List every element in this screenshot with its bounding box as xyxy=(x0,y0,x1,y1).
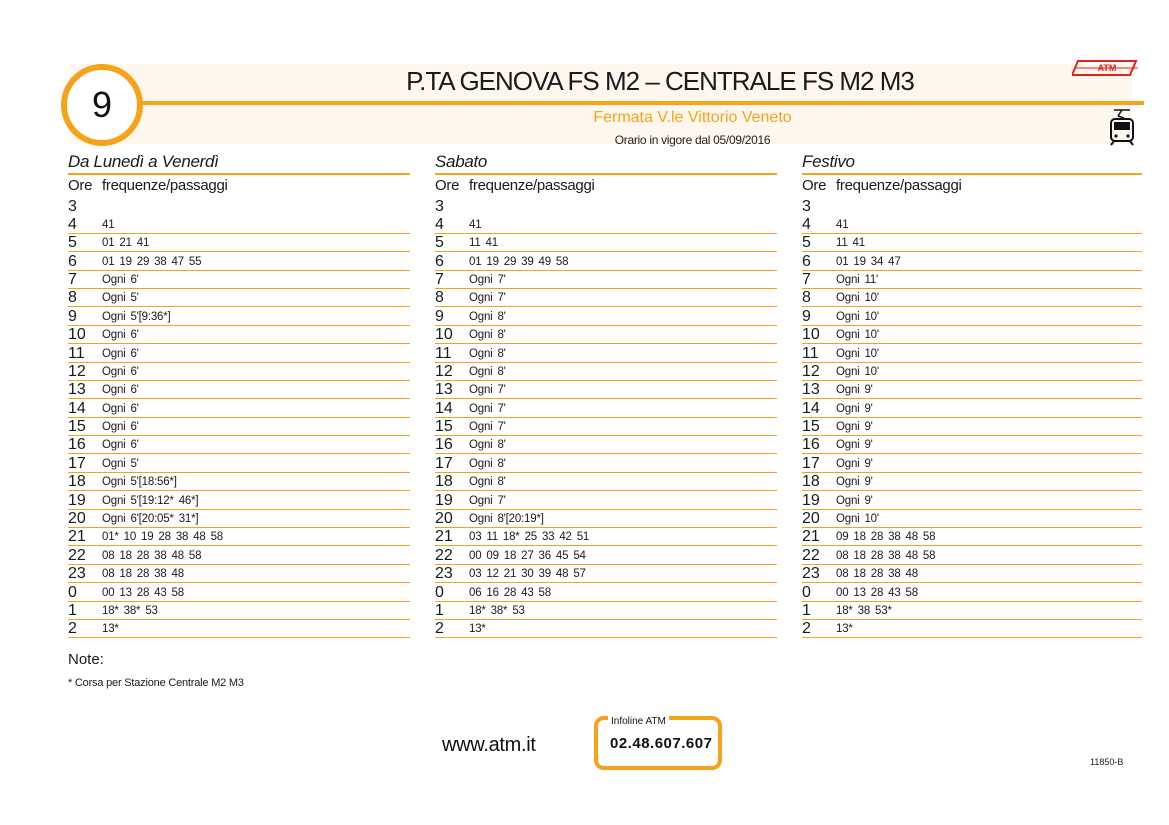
schedule-row xyxy=(435,344,777,362)
row-hour: 20 xyxy=(802,510,820,528)
schedule-row xyxy=(68,399,410,417)
schedule-row xyxy=(435,197,777,215)
row-hour: 6 xyxy=(802,252,811,270)
holiday-title: Festivo xyxy=(802,152,855,171)
row-times: Ogni 9' xyxy=(836,439,873,452)
schedule-row xyxy=(802,436,1142,454)
schedule-row xyxy=(802,528,1142,546)
row-times: Ogni 7' xyxy=(469,384,506,397)
row-times: Ogni 10' xyxy=(836,513,879,526)
row-times: Ogni 7' xyxy=(469,273,506,286)
row-times: 00 09 18 27 36 45 54 xyxy=(469,549,586,562)
schedule-row xyxy=(435,528,777,546)
row-hour: 19 xyxy=(68,491,86,509)
row-hour: 13 xyxy=(68,381,86,399)
holiday-column xyxy=(802,151,1142,638)
row-times: Ogni 6' xyxy=(102,402,139,415)
row-times: Ogni 8' xyxy=(469,329,506,342)
row-hour: 14 xyxy=(802,399,820,417)
schedule-rows xyxy=(435,197,777,638)
schedule-row xyxy=(435,271,777,289)
schedule-row xyxy=(435,473,777,491)
row-times: Ogni 8' xyxy=(469,365,506,378)
row-hour: 12 xyxy=(435,362,453,380)
row-times: 08 18 28 38 48 58 xyxy=(836,549,936,562)
row-times: Ogni 6' xyxy=(102,439,139,452)
row-hour: 7 xyxy=(435,270,444,288)
row-times: 13* xyxy=(469,623,486,636)
row-hour: 20 xyxy=(435,510,453,528)
weekday-title: Da Lunedì a Venerdì xyxy=(68,152,219,171)
row-hour: 1 xyxy=(435,601,444,619)
schedule-rows xyxy=(68,197,410,638)
row-times: 41 xyxy=(836,218,849,231)
row-hour: 19 xyxy=(802,491,820,509)
schedule-row xyxy=(435,454,777,472)
row-hour: 17 xyxy=(802,454,820,472)
row-times: 00 13 28 43 58 xyxy=(836,586,918,599)
row-hour: 12 xyxy=(802,362,820,380)
freq-header: frequenze/passaggi xyxy=(469,177,595,194)
stop-name: Fermata V.le Vittorio Veneto xyxy=(593,109,792,126)
notes-title: Note: xyxy=(68,651,104,668)
row-times: Ogni 6' xyxy=(102,273,139,286)
schedule-row xyxy=(435,252,777,270)
row-times: 18* 38* 53 xyxy=(469,604,525,617)
row-times: Ogni 6' xyxy=(102,365,139,378)
row-hour: 18 xyxy=(68,473,86,491)
column-header xyxy=(435,175,777,197)
freq-header: frequenze/passaggi xyxy=(836,177,962,194)
row-hour: 14 xyxy=(68,399,86,417)
row-hour: 23 xyxy=(435,565,453,583)
schedule-row xyxy=(802,454,1142,472)
infoline-number[interactable]: 02.48.607.607 xyxy=(610,735,713,752)
row-times: Ogni 6' xyxy=(102,384,139,397)
schedule-row xyxy=(802,602,1142,620)
schedule-row xyxy=(802,473,1142,491)
row-hour: 23 xyxy=(68,565,86,583)
schedule-row xyxy=(802,491,1142,509)
infoline-box xyxy=(594,716,724,770)
row-times: Ogni 9' xyxy=(836,421,873,434)
infoline-label: Infoline ATM xyxy=(608,716,669,727)
row-times: 01 21 41 xyxy=(102,237,150,250)
website-link[interactable]: www.atm.it xyxy=(442,734,536,756)
row-times: Ogni 10' xyxy=(836,329,879,342)
row-hour: 3 xyxy=(68,198,77,216)
row-times: Ogni 6'[20:05* 31*] xyxy=(102,513,199,526)
row-hour: 6 xyxy=(435,252,444,270)
tram-icon xyxy=(1108,108,1136,146)
row-times: 01 19 34 47 xyxy=(836,255,901,268)
row-hour: 20 xyxy=(68,510,86,528)
row-times: Ogni 8' xyxy=(469,439,506,452)
row-hour: 4 xyxy=(68,215,77,233)
row-hour: 1 xyxy=(68,601,77,619)
schedule-rows xyxy=(802,197,1142,638)
hour-header: Ore xyxy=(435,177,460,194)
schedule-row xyxy=(435,565,777,583)
schedule-row xyxy=(802,271,1142,289)
row-times: Ogni 9' xyxy=(836,402,873,415)
row-times: Ogni 5' xyxy=(102,457,139,470)
route-number: 9 xyxy=(91,84,113,125)
schedule-row xyxy=(802,565,1142,583)
column-header xyxy=(802,175,1142,197)
row-hour: 22 xyxy=(802,546,820,564)
row-hour: 4 xyxy=(802,215,811,233)
row-times: Ogni 10' xyxy=(836,292,879,305)
row-hour: 8 xyxy=(435,289,444,307)
schedule-row xyxy=(68,546,410,564)
row-hour: 5 xyxy=(802,234,811,252)
row-hour: 5 xyxy=(435,234,444,252)
schedule-row xyxy=(68,289,410,307)
schedule-row xyxy=(68,252,410,270)
schedule-row xyxy=(435,583,777,601)
row-hour: 13 xyxy=(435,381,453,399)
schedule-row xyxy=(68,307,410,325)
schedule-row xyxy=(68,510,410,528)
row-hour: 23 xyxy=(802,565,820,583)
row-hour: 3 xyxy=(802,198,811,216)
schedule-row xyxy=(68,473,410,491)
schedule-row xyxy=(435,491,777,509)
row-hour: 16 xyxy=(802,436,820,454)
row-hour: 10 xyxy=(435,326,453,344)
row-hour: 13 xyxy=(802,381,820,399)
schedule-row xyxy=(435,326,777,344)
row-hour: 16 xyxy=(435,436,453,454)
schedule-row xyxy=(68,215,410,233)
row-hour: 21 xyxy=(435,528,453,546)
row-hour: 12 xyxy=(68,362,86,380)
row-times: Ogni 5'[18:56*] xyxy=(102,476,177,489)
schedule-row xyxy=(802,583,1142,601)
schedule-row xyxy=(435,418,777,436)
schedule-row xyxy=(435,546,777,564)
row-times: Ogni 5' xyxy=(102,292,139,305)
row-times: Ogni 5'[9:36*] xyxy=(102,310,171,323)
row-times: Ogni 7' xyxy=(469,292,506,305)
row-times: Ogni 10' xyxy=(836,347,879,360)
schedule-row xyxy=(435,289,777,307)
schedule-row xyxy=(68,381,410,399)
column-header xyxy=(68,175,410,197)
row-hour: 22 xyxy=(435,546,453,564)
valid-from: Orario in vigore dal 05/09/2016 xyxy=(614,133,771,147)
row-times: Ogni 7' xyxy=(469,421,506,434)
row-times: 01 19 29 38 47 55 xyxy=(102,255,202,268)
schedule-row xyxy=(435,215,777,233)
row-hour: 1 xyxy=(802,601,811,619)
row-hour: 7 xyxy=(802,270,811,288)
row-times: Ogni 10' xyxy=(836,365,879,378)
row-hour: 22 xyxy=(68,546,86,564)
row-hour: 11 xyxy=(68,344,85,362)
schedule-row xyxy=(68,363,410,381)
row-times: Ogni 8' xyxy=(469,310,506,323)
row-times: 08 18 28 38 48 xyxy=(836,568,918,581)
row-hour: 18 xyxy=(435,473,453,491)
row-times: Ogni 7' xyxy=(469,402,506,415)
schedule-row xyxy=(802,546,1142,564)
atm-logo-icon xyxy=(1072,58,1142,78)
schedule-row xyxy=(802,620,1142,638)
row-hour: 0 xyxy=(802,583,811,601)
schedule-row xyxy=(435,510,777,528)
row-times: Ogni 8' xyxy=(469,476,506,489)
schedule-row xyxy=(435,234,777,252)
row-times: Ogni 7' xyxy=(469,494,506,507)
schedule-row xyxy=(68,344,410,362)
schedule-row xyxy=(68,491,410,509)
row-times: 08 18 28 38 48 xyxy=(102,568,184,581)
row-times: 08 18 28 38 48 58 xyxy=(102,549,202,562)
row-hour: 17 xyxy=(435,454,453,472)
schedule-row xyxy=(435,436,777,454)
row-times: 03 12 21 30 39 48 57 xyxy=(469,568,586,581)
schedule-row xyxy=(802,197,1142,215)
row-hour: 3 xyxy=(435,198,444,216)
schedule-row xyxy=(68,528,410,546)
row-hour: 11 xyxy=(435,344,452,362)
row-times: Ogni 8' xyxy=(469,347,506,360)
freq-header: frequenze/passaggi xyxy=(102,177,228,194)
row-times: 41 xyxy=(469,218,482,231)
hour-header: Ore xyxy=(68,177,93,194)
row-hour: 0 xyxy=(68,583,77,601)
row-hour: 6 xyxy=(68,252,77,270)
row-hour: 10 xyxy=(68,326,86,344)
row-hour: 14 xyxy=(435,399,453,417)
schedule-row xyxy=(435,307,777,325)
route-title: P.TA GENOVA FS M2 – CENTRALE FS M2 M3 xyxy=(406,66,914,96)
schedule-row xyxy=(435,602,777,620)
atm-logo-text: ATM xyxy=(1097,63,1117,73)
row-times: Ogni 9' xyxy=(836,457,873,470)
schedule-row xyxy=(68,234,410,252)
saturday-column xyxy=(435,151,777,638)
row-hour: 15 xyxy=(435,418,453,436)
row-times: Ogni 11' xyxy=(836,273,879,286)
schedule-row xyxy=(802,363,1142,381)
row-times: Ogni 9' xyxy=(836,476,873,489)
schedule-row xyxy=(68,454,410,472)
row-hour: 0 xyxy=(435,583,444,601)
header-divider xyxy=(120,101,1144,105)
schedule-row xyxy=(802,234,1142,252)
schedule-row xyxy=(802,510,1142,528)
document-code: 11850-B xyxy=(1090,757,1124,767)
row-hour: 7 xyxy=(68,270,77,288)
row-times: 18* 38* 53 xyxy=(102,604,158,617)
row-times: 00 13 28 43 58 xyxy=(102,586,184,599)
row-times: Ogni 8'[20:19*] xyxy=(469,513,544,526)
row-times: 18* 38 53* xyxy=(836,604,892,617)
row-hour: 21 xyxy=(68,528,86,546)
row-times: Ogni 6' xyxy=(102,347,139,360)
schedule-row xyxy=(68,418,410,436)
row-times: Ogni 6' xyxy=(102,421,139,434)
row-times: 09 18 28 38 48 58 xyxy=(836,531,936,544)
schedule-row xyxy=(68,620,410,638)
row-times: Ogni 9' xyxy=(836,494,873,507)
row-times: 03 11 18* 25 33 42 51 xyxy=(469,531,590,544)
route-number-badge xyxy=(61,64,143,146)
row-hour: 21 xyxy=(802,528,820,546)
row-times: 13* xyxy=(102,623,119,636)
schedule-row xyxy=(68,602,410,620)
schedule-row xyxy=(802,344,1142,362)
schedule-row xyxy=(435,381,777,399)
row-times: Ogni 8' xyxy=(469,457,506,470)
row-times: Ogni 10' xyxy=(836,310,879,323)
row-hour: 16 xyxy=(68,436,86,454)
row-hour: 8 xyxy=(802,289,811,307)
row-hour: 17 xyxy=(68,454,86,472)
row-times: 41 xyxy=(102,218,115,231)
row-times: Ogni 6' xyxy=(102,329,139,342)
hour-header: Ore xyxy=(802,177,827,194)
weekday-column xyxy=(68,151,410,638)
row-hour: 2 xyxy=(435,620,444,638)
schedule-row xyxy=(802,399,1142,417)
schedule-row xyxy=(802,215,1142,233)
row-hour: 15 xyxy=(802,418,820,436)
row-times: 06 16 28 43 58 xyxy=(469,586,551,599)
schedule-row xyxy=(435,620,777,638)
row-hour: 11 xyxy=(802,344,819,362)
saturday-title: Sabato xyxy=(435,152,488,171)
row-hour: 2 xyxy=(802,620,811,638)
row-hour: 10 xyxy=(802,326,820,344)
row-times: 01 19 29 39 49 58 xyxy=(469,255,569,268)
schedule-row xyxy=(435,399,777,417)
schedule-row xyxy=(802,289,1142,307)
row-hour: 9 xyxy=(802,307,811,325)
row-hour: 5 xyxy=(68,234,77,252)
schedule-row xyxy=(68,565,410,583)
schedule-row xyxy=(802,418,1142,436)
schedule-row xyxy=(435,363,777,381)
schedule-row xyxy=(802,381,1142,399)
row-hour: 9 xyxy=(68,307,77,325)
row-hour: 15 xyxy=(68,418,86,436)
row-times: 13* xyxy=(836,623,853,636)
schedule-row xyxy=(802,252,1142,270)
notes-text: * Corsa per Stazione Centrale M2 M3 xyxy=(68,677,244,689)
row-hour: 9 xyxy=(435,307,444,325)
schedule-row xyxy=(802,326,1142,344)
schedule-row xyxy=(68,583,410,601)
row-times: Ogni 9' xyxy=(836,384,873,397)
row-times: 11 41 xyxy=(836,237,865,250)
schedule-row xyxy=(68,326,410,344)
row-hour: 8 xyxy=(68,289,77,307)
schedule-row xyxy=(68,271,410,289)
row-times: 01* 10 19 28 38 48 58 xyxy=(102,531,223,544)
row-hour: 4 xyxy=(435,215,444,233)
row-times: Ogni 5'[19:12* 46*] xyxy=(102,494,199,507)
schedule-row xyxy=(68,197,410,215)
row-hour: 18 xyxy=(802,473,820,491)
row-hour: 19 xyxy=(435,491,453,509)
schedule-row xyxy=(68,436,410,454)
row-times: 11 41 xyxy=(469,237,498,250)
schedule-row xyxy=(802,307,1142,325)
row-hour: 2 xyxy=(68,620,77,638)
